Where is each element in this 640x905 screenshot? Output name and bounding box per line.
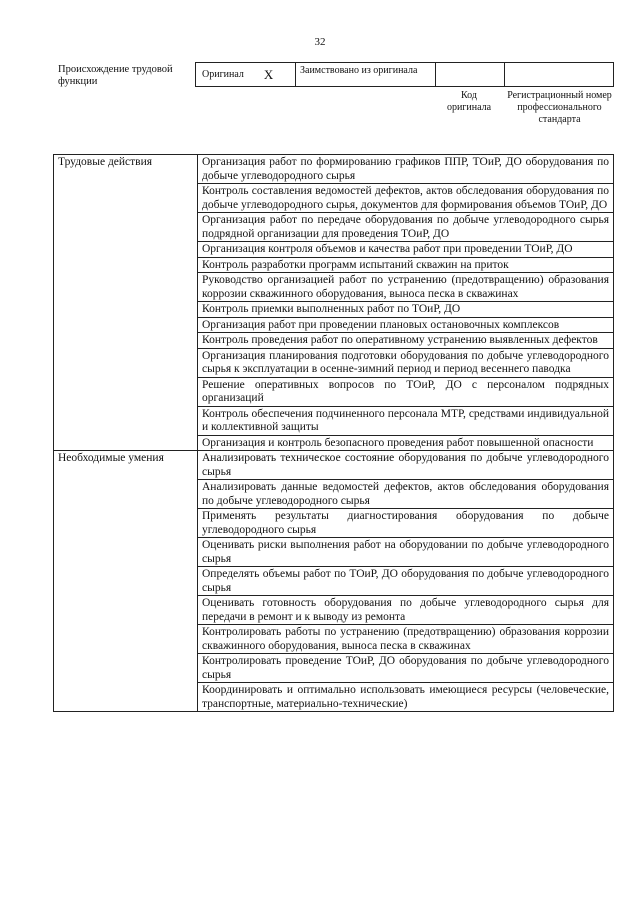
original-label: Оригинал bbox=[202, 69, 244, 80]
code-caption: Код оригинала bbox=[446, 90, 492, 113]
table-cell-item: Оценивать готовность оборудования по добыче углеводородного сырья для передачи в ремонт и к выводу из ремонта bbox=[198, 596, 614, 625]
reg-caption: Регистрационный номер профессионального стандарта bbox=[507, 90, 612, 125]
table-row bbox=[54, 480, 614, 509]
table-row bbox=[54, 213, 614, 242]
section-title-cell bbox=[54, 377, 198, 406]
function-table bbox=[53, 154, 614, 712]
table-cell-item: Контроль разработки программ испытаний скважин на приток bbox=[198, 257, 614, 273]
table-row bbox=[54, 377, 614, 406]
table-cell-item: Применять результаты диагностирования оборудования по добыче углеводородного сырья bbox=[198, 509, 614, 538]
section-title-cell bbox=[54, 242, 198, 258]
table-row bbox=[54, 625, 614, 654]
section-title-cell bbox=[54, 184, 198, 213]
function-table-body bbox=[54, 155, 614, 712]
table-cell-item: Контроль обеспечения подчиненного персонала МТР, средствами индивидуальной и коллективной защиты bbox=[198, 406, 614, 435]
table-row bbox=[54, 184, 614, 213]
origin-label: Происхождение трудовой функции bbox=[58, 64, 173, 87]
table-row bbox=[54, 683, 614, 712]
table-row bbox=[54, 273, 614, 302]
section-title-cell bbox=[54, 333, 198, 349]
section-title-cell bbox=[54, 348, 198, 377]
table-row bbox=[54, 596, 614, 625]
table-cell-item: Контроль проведения работ по оперативному устранению выявленных дефектов bbox=[198, 333, 614, 349]
section-title-cell bbox=[54, 683, 198, 712]
section-title-cell bbox=[54, 509, 198, 538]
table-row bbox=[54, 406, 614, 435]
section-title-cell bbox=[54, 654, 198, 683]
table-cell-item: Организация работ при проведении плановых остановочных комплексов bbox=[198, 317, 614, 333]
section-title-cell bbox=[54, 596, 198, 625]
table-cell-item: Определять объемы работ по ТОиР, ДО оборудования по добыче углеводородного сырья bbox=[198, 567, 614, 596]
table-row bbox=[54, 302, 614, 318]
table-cell-item: Организация работ по передаче оборудования по добыче углеводородного сырья подрядной организации для проведения ТОиР, ДО bbox=[198, 213, 614, 242]
table-cell-item: Контроль составления ведомостей дефектов, актов обследования оборудования по добыче углеводородного сырья, документов для формирования объемов ТОиР, ДО bbox=[198, 184, 614, 213]
section-title-cell bbox=[54, 213, 198, 242]
original-cell bbox=[196, 63, 296, 86]
reg-number-cell bbox=[505, 63, 613, 86]
table-cell-item: Организация планирования подготовки оборудования по добыче углеводородного сырья к эксплуатации в осенне-зимний период и период весеннего паводка bbox=[198, 348, 614, 377]
table-row bbox=[54, 333, 614, 349]
table-cell-item: Контролировать работы по устранению (предотвращению) образования коррозии скважинного оборудования, выноса песка в скважинах bbox=[198, 625, 614, 654]
section-title-cell bbox=[54, 257, 198, 273]
table-cell-item: Анализировать данные ведомостей дефектов, актов обследования оборудования по добыче углеводородного сырья bbox=[198, 480, 614, 509]
table-cell-item: Координировать и оптимально использовать имеющиеся ресурсы (человеческие, транспортные, материально-технические) bbox=[198, 683, 614, 712]
table-cell-item: Анализировать техническое состояние оборудования по добыче углеводородного сырья bbox=[198, 451, 614, 480]
original-mark: X bbox=[263, 66, 274, 82]
table-row bbox=[54, 538, 614, 567]
table-row bbox=[54, 257, 614, 273]
section-title-cell bbox=[54, 317, 198, 333]
table-row bbox=[54, 435, 614, 451]
section-title-cell bbox=[54, 567, 198, 596]
table-row bbox=[54, 348, 614, 377]
section-title-cell bbox=[54, 625, 198, 654]
table-row bbox=[54, 567, 614, 596]
table-cell-item: Контролировать проведение ТОиР, ДО оборудования по добыче углеводородного сырья bbox=[198, 654, 614, 683]
section-title-cell bbox=[54, 538, 198, 567]
table-cell-item: Контроль приемки выполненных работ по ТОиР, ДО bbox=[198, 302, 614, 318]
section-title-cell bbox=[54, 480, 198, 509]
table-row bbox=[54, 509, 614, 538]
table-cell-item: Организация контроля объемов и качества работ при проведении ТОиР, ДО bbox=[198, 242, 614, 258]
section-title: Необходимые умения bbox=[54, 451, 198, 480]
borrowed-label: Заимствовано из оригинала bbox=[296, 63, 436, 86]
table-cell-item: Оценивать риски выполнения работ на оборудовании по добыче углеводородного сырья bbox=[198, 538, 614, 567]
section-title-cell bbox=[54, 406, 198, 435]
table-row bbox=[54, 451, 614, 480]
origin-table bbox=[195, 62, 614, 87]
table-cell-item: Руководство организацией работ по устранению (предотвращению) образования коррозии скважинного оборудования, выноса песка в скважинах bbox=[198, 273, 614, 302]
table-row bbox=[54, 155, 614, 184]
table-cell-item: Организация и контроль безопасного проведения работ повышенной опасности bbox=[198, 435, 614, 451]
code-cell bbox=[436, 63, 505, 86]
section-title-cell bbox=[54, 273, 198, 302]
page-number: 32 bbox=[314, 36, 326, 48]
table-cell-item: Решение оперативных вопросов по ТОиР, ДО с персоналом подрядных организаций bbox=[198, 377, 614, 406]
table-cell-item: Организация работ по формированию графиков ППР, ТОиР, ДО оборудования по добыче углеводородного сырья bbox=[198, 155, 614, 184]
table-row bbox=[54, 317, 614, 333]
section-title-cell bbox=[54, 435, 198, 451]
section-title-cell bbox=[54, 302, 198, 318]
table-row bbox=[54, 654, 614, 683]
section-title: Трудовые действия bbox=[54, 155, 198, 184]
table-row bbox=[54, 242, 614, 258]
